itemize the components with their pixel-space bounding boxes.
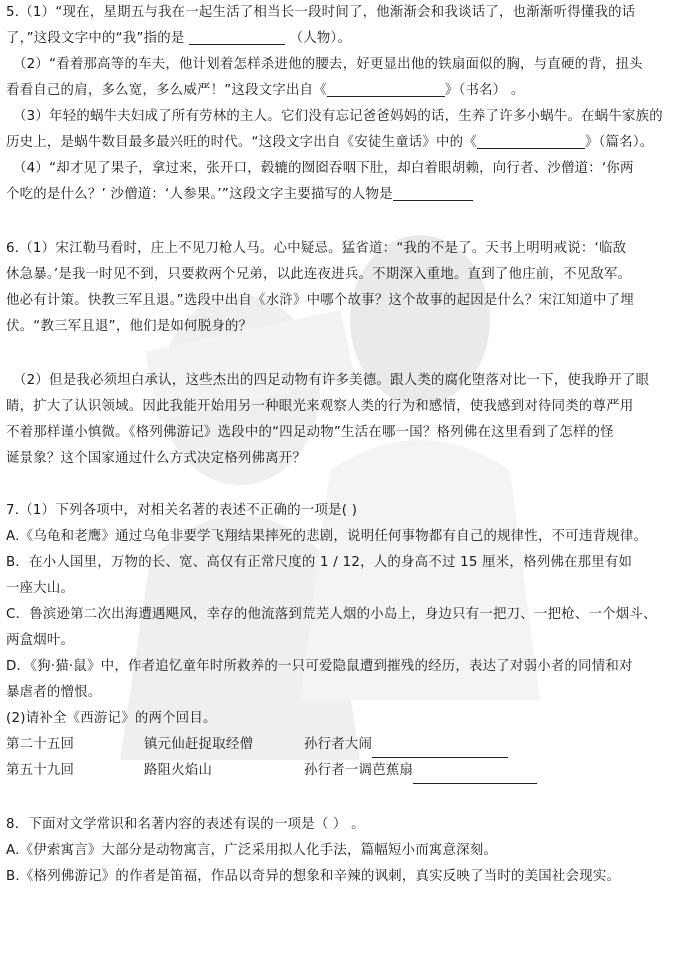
q7-option-b-cont: 一座大山。 (6, 581, 75, 596)
q8-stem: 8．下面对文学常识和名著内容的表述有误的一项是（ ） 。 (6, 817, 365, 832)
q5-part4-line1: （4）“却才见了果子，拿过来，张开口，毂辘的囫囵吞咽下肚，却白着眼胡赖，向行者、沙僧道：‘你两 (13, 161, 634, 176)
question-6 (6, 236, 690, 472)
q8-option-b: B.《格列佛游记》的作者是笛福，作品以奇异的想象和辛辣的讽刺，真实反映了当时的美国社会现实。 (6, 869, 621, 884)
q5-part2-line1: （2）“看着那高等的车夫，他计划着怎样杀进他的腰去，好更显出他的铁扇面似的胸，与直硬的背，扭头 (13, 57, 643, 72)
q6-part2-line: 诞景象？这个国家通过什么方式决定格列佛离开？ (6, 451, 307, 466)
q5-part1-line2 (6, 26, 690, 52)
q5-part1-text: 了，”这段文字中的“我”指的是 (6, 31, 185, 46)
q7-option-c: C．鲁滨逊第二次出海遭遇飓风，幸存的他流落到荒芜人烟的小岛上，身边只有一把刀、一把枪、一个烟斗、 (6, 607, 657, 622)
chapter-second-half: 孙行者一调芭蕉扇 (304, 763, 414, 778)
q8-option-a: A.《伊索寓言》大部分是动物寓言，广泛采用拟人化手法，篇幅短小而寓意深刻。 (6, 843, 498, 858)
q7-option-c-cont: 两盒烟叶。 (6, 633, 75, 648)
q7-option-d: D．《狗·猫·鼠》中，作者追忆童年时所救养的一只可爱隐鼠遭到摧残的经历，表达了对弱小者的同情和对 (6, 659, 633, 674)
chapter-row (6, 732, 690, 758)
q5-part2-answer-blank[interactable] (327, 80, 445, 97)
q6-part2-line: 不着那样谨小慎微。《格列佛游记》选段中的“四足动物”生活在哪一国？格列佛在这里看到了怎样的怪 (6, 425, 614, 440)
chapter-first-half: 镇元仙赶捉取经僧 (144, 737, 254, 752)
chapter-answer-blank[interactable] (372, 741, 508, 758)
q6-part2-line: 睛，扩大了认识领域。因此我能开始用另一种眼光来观察人类的行为和感情，使我感到对待同类的尊严用 (6, 399, 634, 414)
q5-part3-line2 (6, 130, 690, 156)
q6-part1-line: 休急暴。’是我一时见不到，只要救两个兄弟，以此连夜进兵。不期深入重地。直到了他庄前，不见敌军。 (6, 267, 632, 282)
q7-option-d-cont: 暴虐者的憎恨。 (6, 685, 102, 700)
chapter-answer-blank[interactable] (413, 767, 537, 784)
q7-stem: 7.（1）下列各项中，对相关名著的表述不正确的一项是( ) (6, 503, 358, 518)
chapter-first-half: 路阻火焰山 (144, 763, 213, 778)
q7-option-b: B．在小人国里，万物的长、宽、高仅有正常尺度的 1 / 12，人的身高不过 15 厘米，格列佛在那里有如 (6, 555, 633, 570)
question-8 (6, 812, 690, 890)
q6-part2-line: （2）但是我必须坦白承认，这些杰出的四足动物有许多美德。跟人类的腐化堕落对比一下，使我睁开了眼 (13, 373, 650, 388)
chapter-number: 第二十五回 (6, 737, 75, 752)
q5-part1-answer-blank[interactable] (189, 28, 285, 45)
q6-part1-line: 他必有计策。快教三军且退。”选段中出自《水浒》中哪个故事？这个故事的起因是什么？宋江知道中了埋 (6, 293, 634, 308)
q5-part3-suffix: 》（篇名）。 (584, 135, 654, 150)
q5-part4-line2 (6, 182, 690, 208)
question-7 (6, 498, 690, 784)
q5-part4-text: 个吃的是什么？’ 沙僧道：‘人参果。’”这段文字主要描写的人物是 (6, 187, 393, 202)
q7-option-a: A.《乌龟和老鹰》通过乌龟非要学飞翔结果摔死的悲剧，说明任何事物都有自己的规律性，不可违背规律。 (6, 529, 648, 544)
q5-part2-suffix: 》（书名） 。 (444, 83, 525, 98)
chapter-row (6, 758, 690, 784)
q5-part4-answer-blank[interactable] (393, 184, 473, 201)
q6-part1-line: 伏。“教三军且退”，他们是如何脱身的？ (6, 319, 253, 334)
q5-part3-line1: （3）年轻的蜗牛夫妇成了所有劳林的主人。它们没有忘记爸爸妈妈的话，生养了许多小蜗牛。在蜗牛家族的 (13, 109, 663, 124)
q6-part1-line: 6.（1）宋江勒马看时，庄上不见刀枪人马。心中疑忌。猛省道：“我的不是了。天书上明明戒说：‘临敌 (6, 241, 627, 256)
q5-part2-line2 (6, 78, 690, 104)
q5-part1-line1: 5.（1）“现在，星期五与我在一起生活了相当长一段时间了，他渐渐会和我谈话了，也渐渐听得懂我的话 (6, 5, 636, 20)
q5-part2-text: 看看自己的肩，多么宽，多么威严！”这段文字出自《 (6, 83, 327, 98)
q5-part3-answer-blank[interactable] (477, 132, 585, 149)
question-5 (6, 0, 690, 208)
q7-part2-stem: (2)请补全《西游记》的两个回目。 (6, 711, 217, 726)
q5-part1-suffix: （人物）。 (289, 31, 352, 46)
chapter-second-half: 孙行者大闹 (304, 737, 373, 752)
q5-part3-text: 历史上，是蜗牛数目最多最兴旺的时代。“这段文字出自《安徒生童话》中的《 (6, 135, 477, 150)
chapter-number: 第五十九回 (6, 763, 75, 778)
